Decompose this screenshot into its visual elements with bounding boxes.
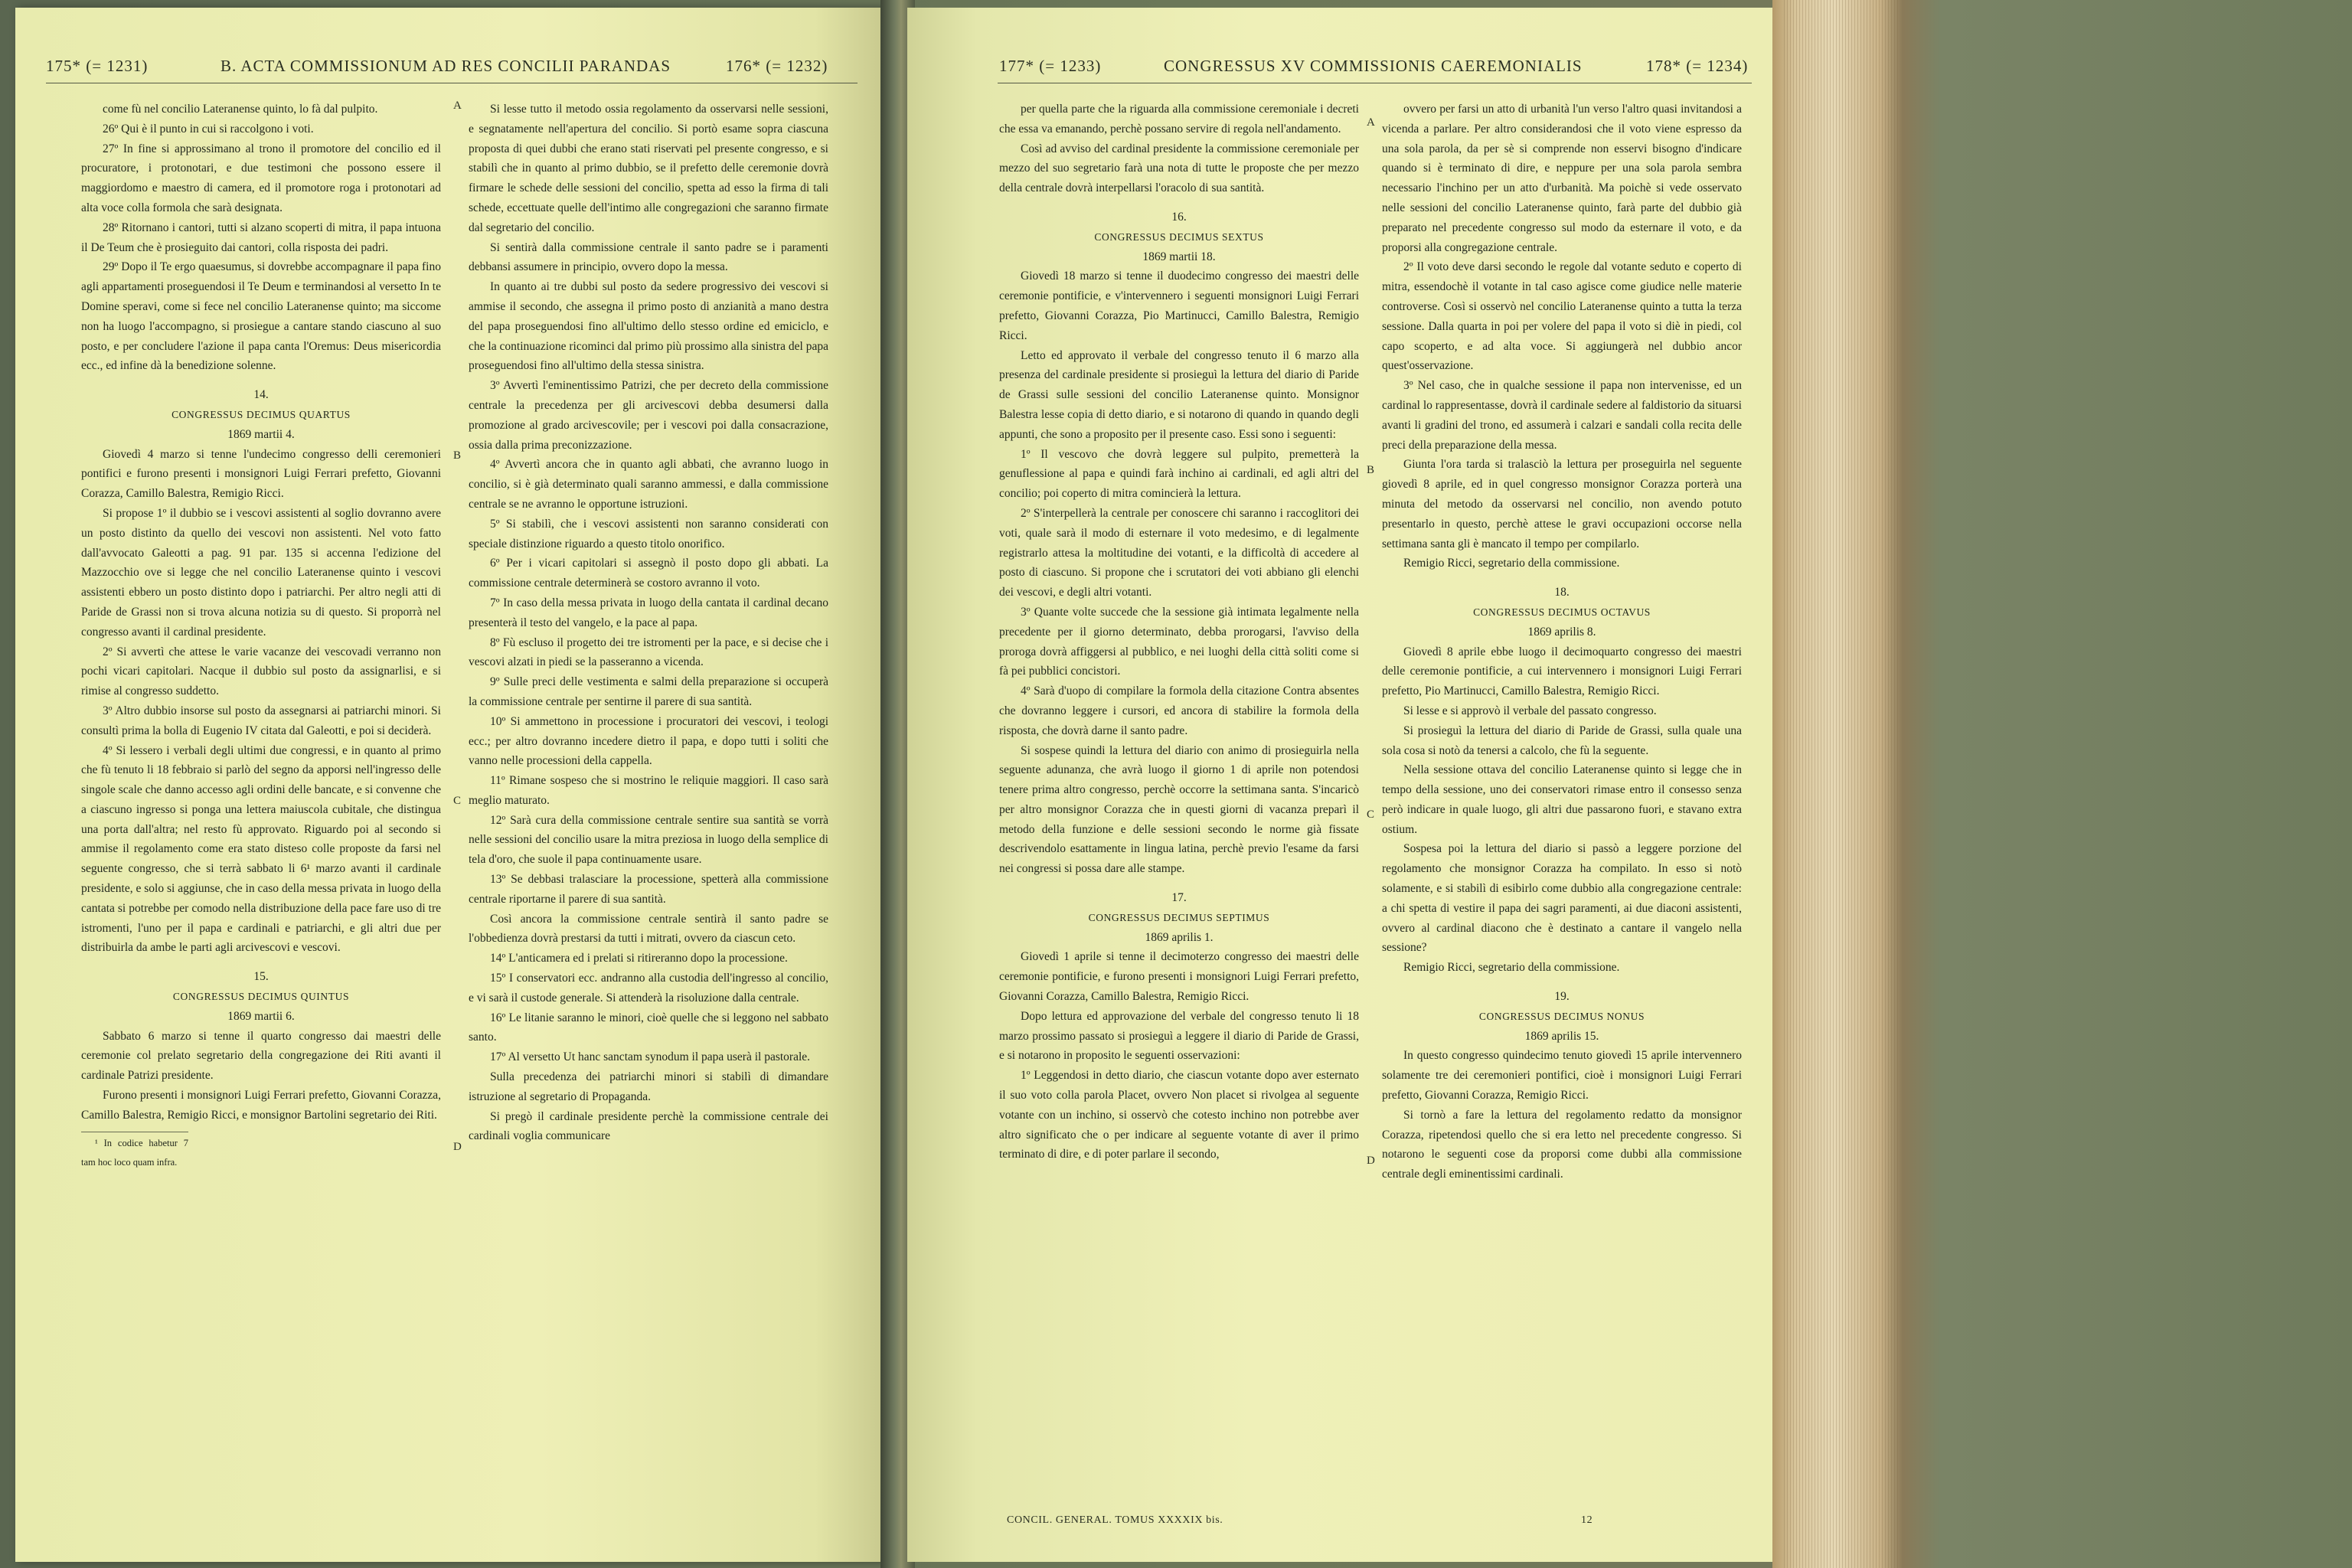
margin-letter: C xyxy=(1367,808,1375,821)
paragraph: 7º In caso della messa privata in luogo della cantata il cardinal decano presenterà il testo del vangelo, e la pace al papa. xyxy=(469,596,828,629)
paragraph: 9º Sulle preci delle vestimenta e salmi della preparazione si occuperà la commissione centrale per sentirne il parere di sua santità. xyxy=(469,675,828,708)
margin-letter: A xyxy=(1367,116,1375,129)
left-running-title: B. ACTA COMMISSIONUM AD RES CONCILII PARANDAS xyxy=(220,57,671,75)
paragraph: Si propose 1º il dubbio se i vescovi assistenti al soglio dovranno avere un posto distinto da quello dei vescovi non assistenti. Nel voto fatto dall'avvocato Galeotti a pag. 91 par. 135 si accenna l'edizione del Mazzocchio ove si legge che nel concilio Lateranense quinto i vescovi assistenti ebbero un posto distinto dopo i patriarchi. Per altro negli atti di Paride de Grassi non si trova alcuna notizia su di questo. Si proporrà nel congresso avanti il cardinal presidente. xyxy=(81,506,441,639)
paragraph: Sulla precedenza dei patriarchi minori si stabilì di dimandare istruzione al segretario di Propaganda. xyxy=(469,1070,828,1103)
paragraph: 12º Sarà cura della commissione centrale sentire sua santità se vorrà nelle sessioni del concilio usare la mitra preziosa in luogo della semplice di tela d'oro, che suole il papa continuamente usare. xyxy=(469,813,828,867)
paragraphs xyxy=(469,100,828,1146)
paragraph: 4º Si lessero i verbali degli ultimi due congressi, e in quanto al primo che fù tenuto li 18 febbraio si parlò del segno da apporsi nell'ingresso delle singole scale che danno accesso agli ordini delle bancate, e si convenne che a ciascuno ingresso si ponga una lettera maiuscola cubitale, che distingua una porta dall'altra; nel resto fù approvato. Riguardo poi al secondo si ammise il regolamento come era stato disteso colle proposte da farsi nel seguente congresso, che si terrà sabbato li 6¹ marzo avanti il cardinale presidente, e solo si aggiunse, che in caso della messa privata in luogo della cantata si potrebbe per comodo nella distribuzione della pace fare uso di tre istromenti, l'uno per il papa e cardinali e patriarchi, e gli altri due per distribuirla da ambe le parti agli arcivescovi e vescovi. xyxy=(81,743,441,955)
paragraphs xyxy=(999,947,1359,1165)
paragraph: 3º Nel caso, che in qualche sessione il papa non intervenisse, ed un cardinal lo rappresentasse, dovrà il cardinale sedere al faldistorio da situarsi avanti li gradini del trono, ed assumerà i calzari e sandali colla recita delle preci della preparazione della messa. xyxy=(1382,379,1742,452)
paragraph: 8º Fù escluso il progetto dei tre istromenti per la pace, e si decise che i vescovi alzati in piedi se la passeranno a vicenda. xyxy=(469,635,828,669)
paragraphs xyxy=(81,100,441,376)
paragraph: Si lesse e si approvò il verbale del passato congresso. xyxy=(1403,704,1657,717)
paragraph: 2º Il voto deve darsi secondo le regole dal votante seduto e coperto di mitra, essendochè il votante in tal caso agisce come giudice nelle materie controverse. Così si osservò nel concilio Lateranense quinto a tutta la terza sessione. Dalla quarta in poi per volere del papa il voto si diè in piedi, col capo scoperto, e ad alta voce. Si aggiungerà nel dubbio ancor quest'osservazione. xyxy=(1382,260,1742,373)
section-date: 1869 martii 4. xyxy=(227,427,295,441)
section-date: 1869 martii 6. xyxy=(227,1009,295,1023)
paragraphs xyxy=(1382,642,1742,978)
paragraph: In questo congresso quindecimo tenuto giovedì 15 aprile intervennero solamente tre dei ceremonieri pontifici, cioè i monsignori Luigi Ferrari prefetto, Giovanni Corazza, Remigio Ricci. xyxy=(1382,1049,1742,1102)
section-number: 15. xyxy=(253,970,269,984)
section-title: CONGRESSUS DECIMUS SEPTIMUS xyxy=(1088,911,1270,923)
paragraph: Furono presenti i monsignori Luigi Ferrari prefetto, Giovanni Corazza, Camillo Balestra, Remigio Ricci, e monsignor Bartolini segretario dei Riti. xyxy=(81,1089,441,1122)
paragraph: 6º Per i vicari capitolari si assegnò il posto dopo gli abbati. La commissione centrale determinerà se costoro avranno il voto. xyxy=(469,557,828,590)
paragraph: Giunta l'ora tarda si tralasciò la lettura per proseguirla nel seguente giovedì 8 aprile, ed in quel congresso monsignor Corazza porterà una minuta del metodo da osservarsi nel concilio, non avendo potuto presentarlo in questo, perchè attese le gravi occupazioni occorse nella settimana santa gli è mancato il tempo per compilarlo. xyxy=(1382,458,1742,550)
section-number: 17. xyxy=(1171,891,1187,905)
paragraphs xyxy=(81,1027,441,1125)
paragraph: ovvero per farsi un atto di urbanità l'un verso l'altro quasi invitandosi a vicenda a parlare. Per altro considerandosi che il voto viene espresso da una sola parola, da per sè si comprende non esservi bisogno d'indicare quando si è terminato di dire, e neppure per una sola parola sembra necessario l'inchino per un atto d'urbanità. Ma poichè si vede osservato nelle sessioni del concilio Lateranense quinto, farà parte del dubbio già preparato nel precedente congresso sul modo da esternare il voto, e da proporsi alla congregazione centrale. xyxy=(1382,103,1742,254)
paragraph: 2º Si avvertì che attese le varie vacanze dei vescovadi verranno non pochi vicari capitolari. Nacque il dubbio sul posto da assignarlisi, e si rimise al congresso suddetto. xyxy=(81,645,441,698)
paragraph: 4º Sarà d'uopo di compilare la formola della citazione Contra absentes che dovranno leggere i cursori, ed ancora di stabilire la formola della risposta, che dovrà darne il santo padre. xyxy=(999,684,1359,737)
paragraph: Giovedì 4 marzo si tenne l'undecimo congresso delli ceremonieri pontifici e furono presenti i monsignori Luigi Ferrari prefetto, Giovanni Corazza, Camillo Balestra, Remigio Ricci. xyxy=(81,447,441,501)
paragraph: 11º Rimane sospeso che si mostrino le reliquie maggiori. Il caso sarà meglio maturato. xyxy=(469,774,828,807)
section-number: 18. xyxy=(1554,586,1570,599)
signature-line: CONCIL. GENERAL. TOMUS XXXXIX bis. xyxy=(1007,1514,1223,1526)
margin-letter: C xyxy=(453,795,462,807)
paragraph: 2º S'interpellerà la centrale per conoscere chi saranno i raccoglitori dei voti, quale sarà il modo di esternare il voto medesimo, e di legalmente registrarlo attesa la moltitudine dei votanti, e la difficoltà di accedere al posto di ciascuno. Si propone che i scrutatori dei voti abbiano gli elenchi dei vescovi, e degli altri votanti. xyxy=(999,506,1359,599)
section-date: 1869 martii 18. xyxy=(1142,250,1216,263)
section-number: 16. xyxy=(1171,210,1187,224)
paragraph: Giovedì 1 aprile si tenne il decimoterzo congresso dei maestri delle ceremonie pontificie, e furono presenti i monsignori Luigi Ferrari prefetto, Giovanni Corazza, Camillo Balestra, Remigio Ricci. xyxy=(999,950,1359,1004)
paragraph: 13º Se debbasi tralasciare la processione, spetterà alla commissione centrale riportarne il parere di sua santità. xyxy=(469,873,828,906)
right-page xyxy=(907,8,1772,1562)
paragraph: 14º L'anticamera ed i prelati si ritireranno dopo la processione. xyxy=(490,952,788,965)
paragraph: Nella sessione ottava del concilio Lateranense quinto si legge che in tempo della sessione, uno dei conservatori rimase entro il consesso senza però indicare in quale luogo, gli altri due passarono fuori, e stavano extra ostium. xyxy=(1382,763,1742,836)
right-page-number-alt: 178* (= 1234) xyxy=(1646,57,1749,75)
paragraph: Giovedì 18 marzo si tenne il duodecimo congresso dei maestri delle ceremonie pontificie, e v'intervennero i seguenti monsignori Luigi Ferrari prefetto, Giovanni Corazza, Pio Martinucci, Camillo Balestra, Remigio Ricci. xyxy=(999,270,1359,342)
paragraphs xyxy=(1382,1046,1742,1184)
paragraph: Dopo lettura ed approvazione del verbale del congresso tenuto li 18 marzo prossimo passato si prosieguì a leggere il diario di Paride de Grassi, e si notarono in proposito le seguenti osservazioni: xyxy=(999,1009,1359,1063)
paragraph: 26º Qui è il punto in cui si raccolgono i voti. xyxy=(103,122,314,136)
section-title: CONGRESSUS DECIMUS OCTAVUS xyxy=(1473,606,1651,618)
footnote: ¹ In codice habetur 7 tam hoc loco quam infra. xyxy=(81,1132,188,1174)
margin-letter: A xyxy=(453,100,462,112)
paragraph: per quella parte che la riguarda alla commissione ceremoniale i decreti che essa va emanando, perchè possano servire di regola nell'andamento. xyxy=(999,103,1359,136)
paragraph: come fù nel concilio Lateranense quinto, lo fà dal pulpito. xyxy=(103,103,378,116)
section-date: 1869 aprilis 15. xyxy=(1524,1029,1599,1043)
paragraph: In quanto ai tre dubbi sul posto da sedere progressivo dei vescovi si ammise il secondo, che assegna il primo posto di anzianità a mano destra del papa proseguendosi fino all'ultimo dello stesso ordine ed emiciclo, e che la continuazione ricominci dal primo più prossimo alla sinistra del papa proseguendosi fino all'ultimo della stessa sinistra. xyxy=(469,280,828,373)
margin-letter: D xyxy=(1367,1155,1375,1167)
right-running-title: CONGRESSUS XV COMMISSIONIS CAEREMONIALIS xyxy=(1164,57,1583,75)
section-number: 19. xyxy=(1554,990,1570,1004)
paragraph: Così ad avviso del cardinal presidente la commissione ceremoniale per mezzo del suo segretario farà una nota di tutte le proposte che per mezzo della centrale dovrà interpellarsi l'oracolo di sua santità. xyxy=(999,142,1359,195)
left-page-number-alt: 176* (= 1232) xyxy=(726,57,828,75)
section-date: 1869 aprilis 1. xyxy=(1145,930,1214,944)
paragraph: Così ancora la commissione centrale sentirà il santo padre se l'obbedienza dovrà prestarsi da tutti i mitrati, ovvero da ciascun ceto. xyxy=(469,912,828,946)
paragraphs xyxy=(999,100,1359,198)
section-title: CONGRESSUS DECIMUS QUINTUS xyxy=(172,991,350,1003)
paragraph: 16º Le litanie saranno le minori, cioè quelle che si leggono nel sabbato santo. xyxy=(469,1011,828,1044)
paragraph: 4º Avvertì ancora che in quanto agli abbati, che avranno luogo in concilio, si è già determinato quali saranno ammessi, e dalla commissione centrale se ne avranno le opportune istruzioni. xyxy=(469,458,828,511)
paragraph: 17º Al versetto Ut hanc sanctam synodum il papa userà il pastorale. xyxy=(490,1050,811,1064)
paragraph: 1º Il vescovo che dovrà leggere sul pulpito, premetterà la genuflessione al papa e quindi farà inchino ai cardinali, ed agli altri del concilio; poi coperto di mitra comincierà la lettura. xyxy=(999,447,1359,501)
paragraph: 15º I conservatori ecc. andranno alla custodia dell'ingresso al concilio, e vi sarà il custode generale. Si attenderà la risoluzione dalla centrale. xyxy=(469,972,828,1004)
paragraph: 27º In fine si approssimano al trono il promotore del concilio ed il procuratore, i protonotari, e due testimoni che possono essere il maggiordomo e maestro di camera, ed il promotore roga i protonotari ad alta voce colla formola che sarà designata. xyxy=(81,142,441,214)
left-column-1 xyxy=(81,100,441,1173)
section-title: CONGRESSUS DECIMUS QUARTUS xyxy=(172,408,351,420)
left-page-number: 175* (= 1231) xyxy=(46,57,149,75)
right-column-1 xyxy=(999,100,1359,1165)
margin-letter: B xyxy=(1367,464,1375,476)
paragraph: 3º Quante volte succede che la sessione già intimata legalmente nella precedente per il giorno determinato, debba prorogarsi, l'avviso della proroga dovrà affiggersi al pubblico, e nei luoghi della città soliti come si fà pei pubblici concistori. xyxy=(999,605,1359,678)
paragraph: Si sospese quindi la lettura del diario con animo di prosieguirla nella seguente adunanza, che avrà luogo il giorno 1 di aprile non potendosi tenere prima altro congresso, perchè occorre la settimana santa. S'incaricò per altro monsignor Corazza che in questi giorni di vacanza preparì il metodo della funzione e delle sessioni secondo le norme già fissate descrivendolo esattamente in lingua latina, perchè previo l'esame da farsi nei congressi si possa dare alle stampe. xyxy=(999,743,1359,876)
paragraph: 28º Ritornano i cantori, tutti si alzano scoperti di mitra, il papa intuona il De Teum che è prosieguito dai cantori, colla risposta dei padri. xyxy=(81,220,441,254)
right-page-number: 177* (= 1233) xyxy=(999,57,1102,75)
margin-letter: B xyxy=(453,449,462,462)
paragraph: 10º Si ammettono in processione i procuratori dei vescovi, i teologi ecc.; per altro dovranno incedere dietro il papa, e dopo tutti i soliti che vanno nelle processioni della cappella. xyxy=(469,714,828,768)
paragraph: 29º Dopo il Te ergo quaesumus, si dovrebbe accompagnare il papa fino agli appartamenti proseguendosi il Te Deum e terminandosi al versetto In te Domine speravi, come si fece nel concilio Lateranense quinto; ma siccome non ha luogo l'accompagno, si prosiegue a cantare stando ciascuno al suo posto, e per concludere l'azione il papa canta l'Oremus: Deus misericordia ecc., ed infine dà la benedizione solenne. xyxy=(81,260,441,373)
paragraph: Si pregò il cardinale presidente perchè la commissione centrale dei cardinali voglia communicare xyxy=(469,1109,828,1143)
right-column-2 xyxy=(1382,100,1742,1184)
paragraph: Remigio Ricci, segretario della commissione. xyxy=(1403,961,1620,975)
paragraphs xyxy=(999,266,1359,879)
paragraphs xyxy=(1382,100,1742,573)
paragraph: 5º Si stabilì, che i vescovi assistenti non saranno considerati con speciale distinzione riguardo a questo titolo onorifico. xyxy=(469,517,828,550)
paragraph: Si lesse tutto il metodo ossia regolamento da osservarsi nelle sessioni, e segnatamente nell'apertura del concilio. Si portò esame sopra ciascuna proposta di quei dubbi che erano stati riservati pel presente congresso, e si stabilì che in quanto al primo dubbio, se il prefetto delle ceremonie dovrà firmare le schede delle sessioni del concilio, spetta ad esso la firma di tali schede, eccettuate quelle dell'intimo alle congregazioni che saranno firmate dal segretario del concilio. xyxy=(469,103,828,234)
paragraph: 3º Avvertì l'eminentissimo Patrizi, che per decreto della commissione centrale la precedenza per gli arcivescovi debba desumersi dalla promozione al grado arcivescovile; per i vescovi poi dalla consacrazione, ossia dalla prima preconizzazione. xyxy=(469,379,828,452)
paragraph: Giovedì 8 aprile ebbe luogo il decimoquarto congresso dei maestri delle ceremonie pontificie, a cui intervennero i monsignori Luigi Ferrari prefetto, Pio Martinucci, Camillo Balestra, Remigio Ricci. xyxy=(1382,645,1742,698)
section-number: 14. xyxy=(253,388,269,402)
paragraph: Si tornò a fare la lettura del regolamento redatto da monsignor Corazza, ripetendosi quello che si era letto nel precedente congresso. Si notarono le seguenti cose da proporsi come dubbi alla commissione centrale degli eminentissimi cardinali. xyxy=(1382,1108,1742,1181)
section-title: CONGRESSUS DECIMUS NONUS xyxy=(1478,1010,1645,1022)
paragraph: Si prosieguì la lettura del diario di Paride de Grassi, sulla quale una sola cosa si notò da tenersi a calcolo, che fù la seguente. xyxy=(1382,724,1742,757)
paragraph: Sabbato 6 marzo si tenne il quarto congresso dai maestri delle ceremonie col prelato segretario della congregazione dei Riti avanti il cardinale Patrizi presidente. xyxy=(81,1029,441,1083)
paragraph: Sospesa poi la lettura del diario si passò a leggere porzione del regolamento che monsignor Corazza ha compilato. In esso si notò solamente, e si stabilì di esibirlo come dubbio alla congregazione centrale: a chi spetta di vestire il papa dei sagri paramenti, ai due diaconi assistenti, ovvero al cardinal diacono che è destinato a cantare il vangelo nella sessione? xyxy=(1382,842,1742,955)
paragraph: Remigio Ricci, segretario della commissione. xyxy=(1403,557,1620,570)
section-date: 1869 aprilis 8. xyxy=(1527,625,1596,639)
left-column-2 xyxy=(469,100,828,1146)
paragraph: Si sentirà dalla commissione centrale il santo padre se i paramenti debbansi assumere in principio, ovvero dopo la messa. xyxy=(469,240,828,274)
paragraph: Letto ed approvato il verbale del congresso tenuto il 6 marzo alla presenza del cardinale presidente si prosieguì la lettura del diario di Paride de Grassi sulle sessioni del concilio Lateranense quinto. Monsignor Balestra lesse copia di detto diario, e si notarono di quando in quando degli appunti, che sono a proposito per il presente caso. Essi sono i seguenti: xyxy=(999,348,1359,441)
page-edge-lines xyxy=(1784,0,1899,1568)
paragraph: 3º Altro dubbio insorse sul posto da assegnarsi ai patriarchi minori. Si consultì prima la bolla di Eugenio IV citata dal Galeotti, e poi si deciderà. xyxy=(81,704,441,737)
left-page xyxy=(15,8,884,1562)
margin-letter: D xyxy=(453,1141,462,1153)
paragraph: 1º Leggendosi in detto diario, che ciascun votante dopo aver esternato il suo voto colla parola Placet, ovvero Non placet si rivolgea al seguente votante con un inchino, si osservò che cotesto inchino non potrebbe aver altro significato che o per indicare al seguente votante di aver il primo terminato di dire, e di poter parlare il secondo, xyxy=(999,1069,1359,1161)
section-title: CONGRESSUS DECIMUS SEXTUS xyxy=(1094,230,1264,243)
page-footer-number: 12 xyxy=(1581,1514,1593,1526)
paragraphs xyxy=(81,445,441,959)
